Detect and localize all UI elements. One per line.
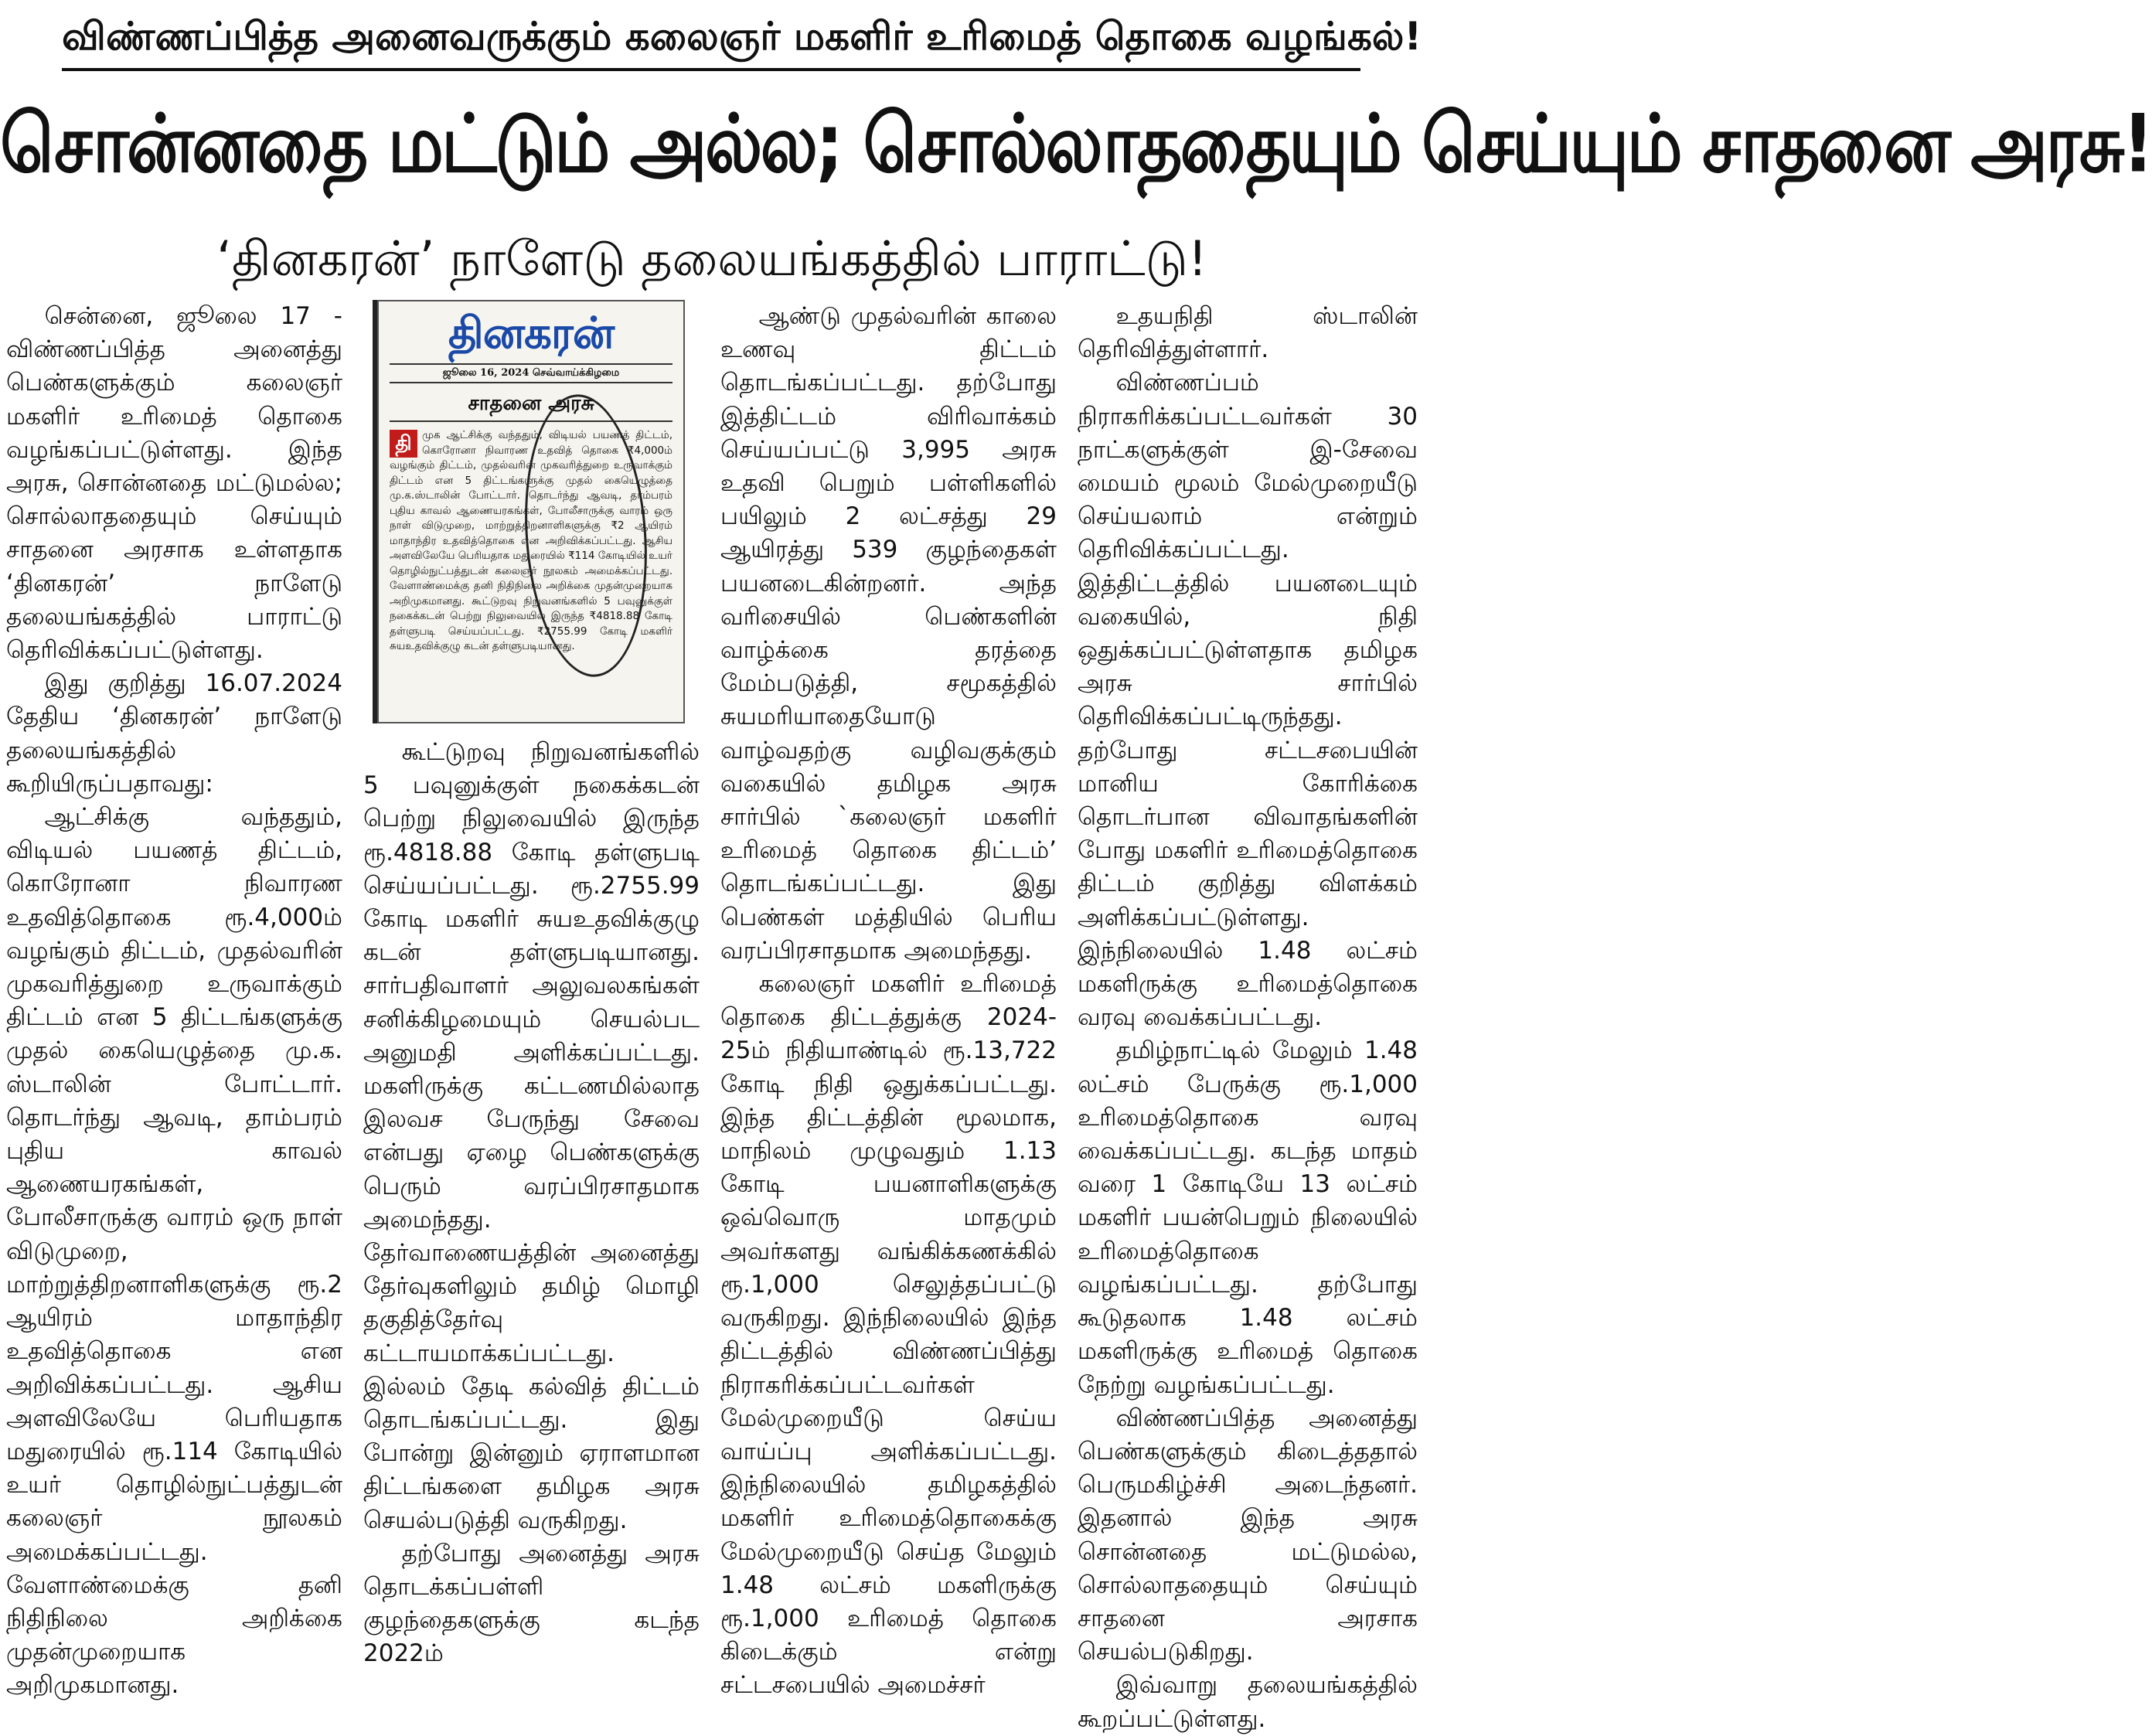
paragraph: உதயநிதி ஸ்டாலின் தெரிவித்துள்ளார். — [1078, 302, 1418, 364]
article-column-3 — [720, 300, 1057, 1700]
paragraph: கலைஞர் மகளிர் உரிமைத் தொகை திட்டத்துக்கு 2024-25ம் நிதியாண்டில் ரூ.13,722 கோடி நிதி ஒதுக்கப்பட்டது. இந்த திட்டத்தின் மூலமாக, மாநிலம் முழுவதும் 1.13 கோடி பயனாளிகளுக்கு ஒவ்வொரு மாதமும் அவர்களது வங்கிக்கணக்கில் ரூ.1,000 செலுத்தப்பட்டு வருகிறது. இந்நிலையில் இந்த திட்டத்தில் விண்ணப்பித்து நிராகரிக்கப்பட்டவர்கள் மேல்முறையீடு செய்ய வாய்ப்பு அளிக்கப்பட்டது. இந்நிலையில் தமிழகத்தில் மகளிர் உரிமைத்தொகைக்கு மேல்முறையீடு செய்த மேலும் 1.48 லட்சம் மகளிருக்கு ரூ.1,000 உரிமைத் தொகை கிடைக்கும் என்று சட்டசபையில் அமைச்சர் — [720, 970, 1057, 1700]
article-column-2 — [363, 736, 700, 1668]
paragraph: தற்போது அனைத்து அரசு தொடக்கப்பள்ளி குழந்தைகளுக்கு கடந்த 2022ம் — [363, 1539, 700, 1668]
kicker-headline: விண்ணப்பித்த அனைவருக்கும் கலைஞர் மகளிர் உரிமைத் தொகை வழங்கல்! — [62, 5, 1360, 71]
clipping-body-text: முக ஆட்சிக்கு வந்ததும், விடியல் பயணத் திட்டம், கொரோனா நிவாரண உதவித் தொகை ₹4,000ம் வழங்கும் திட்டம், முதல்வரின் முகவரித்துறை உருவாக்கும் திட்டம் என 5 திட்டங்களுக்கு முதல் கையெழுத்தை மு.க.ஸ்டாலின் போட்டார். தொடர்ந்து ஆவடி, தாம்பரம் புதிய காவல் ஆணையரகங்கள், போலீசாருக்கு வாரம் ஒரு நாள் விடுமுறை, மாற்றுத்திறனாளிகளுக்கு ₹2 ஆயிரம் மாதாந்திர உதவித்தொகை என அறிவிக்கப்பட்டது. ஆசிய அளவிலேயே பெரியதாக மதுரையில் ₹114 கோடியில் உயர் தொழில்நுட்பத்துடன் கலைஞர் நூலகம் அமைக்கப்பட்டது. வேளாண்மைக்கு தனி நிதிநிலை அறிக்கை முதன்முறையாக அறிமுகமானது. கூட்டுறவு நிறுவனங்களில் 5 பவுனுக்குள் நகைக்கடன் பெற்று நிலுவையில் இருந்த ₹4818.88 கோடி தள்ளுபடி செய்யப்பட்டது. ₹2755.99 கோடி மகளிர் சுயஉதவிக்குழு கடன் தள்ளுபடியானது. — [390, 429, 672, 652]
paragraph: ஆண்டு முதல்வரின் காலை உணவு திட்டம் தொடங்கப்பட்டது. தற்போது இத்திட்டம் விரிவாக்கம் செய்யப்பட்டு 3,995 அரசு உதவி பெறும் பள்ளிகளில் பயிலும் 2 லட்சத்து 29 ஆயிரத்து 539 குழந்தைகள் பயனடைகின்றனர். அந்த வரிசையில் பெண்களின் வாழ்க்கை தரத்தை மேம்படுத்தி, சமூகத்தில் சுயமரியாதையோடு வாழ்வதற்கு வழிவகுக்கும் வகையில் தமிழக அரசு சார்பில் `கலைஞர் மகளிர் உரிமைத் தொகை திட்டம்’ தொடங்கப்பட்டது. இது பெண்கள் மத்தியில் பெரிய வரப்பிரசாதமாக அமைந்தது. — [720, 302, 1057, 965]
paragraph: இவ்வாறு தலையங்கத்தில் கூறப்பட்டுள்ளது. — [1078, 1671, 1418, 1733]
main-headline: சொன்னதை மட்டும் அல்ல; சொல்லாததையும் செய்யும் சாதனை அரசு! — [0, 97, 2152, 191]
article-column-1 — [6, 300, 342, 1700]
clipping-dropcap: தி — [390, 430, 417, 458]
clipping-date: ஜூலை 16, 2024 செவ்வாய்க்கிழமை — [390, 363, 672, 383]
clipping-masthead: தினகரன் — [448, 308, 615, 359]
paragraph: தமிழ்நாட்டில் மேலும் 1.48 லட்சம் பேருக்கு ரூ.1,000 உரிமைத்தொகை வரவு வைக்கப்பட்டது. கடந்த மாதம் வரை 1 கோடியே 13 லட்சம் மகளிர் பயன்பெறும் நிலையில் உரிமைத்தொகை வழங்கப்பட்டது. தற்போது கூடுதலாக 1.48 லட்சம் மகளிருக்கு உரிமைத் தொகை நேற்று வழங்கப்பட்டது. — [1078, 1036, 1418, 1399]
paragraph: ஆட்சிக்கு வந்ததும், விடியல் பயணத் திட்டம், கொரோனா நிவாரண உதவித்தொகை ரூ.4,000ம் வழங்கும் திட்டம், முதல்வரின் முகவரித்துறை உருவாக்கும் திட்டம் என 5 திட்டங்களுக்கு முதல் கையெழுத்தை மு.க. ஸ்டாலின் போட்டார். தொடர்ந்து ஆவடி, தாம்பரம் புதிய காவல் ஆணையரகங்கள், போலீசாருக்கு வாரம் ஒரு நாள் விடுமுறை, மாற்றுத்திறனாளிகளுக்கு ரூ.2 ஆயிரம் மாதாந்திர உதவித்தொகை என அறிவிக்கப்பட்டது. ஆசிய அளவிலேயே பெரியதாக மதுரையில் ரூ.114 கோடியில் உயர் தொழில்நுட்பத்துடன் கலைஞர் நூலகம் அமைக்கப்பட்டது. வேளாண்மைக்கு தனி நிதிநிலை அறிக்கை முதன்முறையாக அறிமுகமானது. — [6, 803, 342, 1700]
article-column-4 — [1078, 300, 1418, 1733]
paragraph: கூட்டுறவு நிறுவனங்களில் 5 பவுனுக்குள் நகைக்கடன் பெற்று நிலுவையில் இருந்த ரூ.4818.88 கோடி தள்ளுபடி செய்யப்பட்டது. ரூ.2755.99 கோடி மகளிர் சுயஉதவிக்குழு கடன் தள்ளுபடியானது. சார்பதிவாளர் அலுவலகங்கள் சனிக்கிழமையும் செயல்பட அனுமதி அளிக்கப்பட்டது. மகளிருக்கு கட்டணமில்லாத இலவச பேருந்து சேவை என்பது ஏழை பெண்களுக்கு பெரும் வரப்பிரசாதமாக அமைந்தது. தேர்வாணையத்தின் அனைத்து தேர்வுகளிலும் தமிழ் மொழி தகுதித்தேர்வு கட்டாயமாக்கப்பட்டது. இல்லம் தேடி கல்வித் திட்டம் தொடங்கப்பட்டது. இது போன்று இன்னும் ஏராளமான திட்டங்களை தமிழக அரசு செயல்படுத்தி வருகிறது. — [363, 738, 700, 1534]
paragraph: விண்ணப்பித்த அனைத்து பெண்களுக்கும் கிடைத்ததால் பெருமகிழ்ச்சி அடைந்தனர். இதனால் இந்த அரசு சொன்னதை மட்டுமல்ல, சொல்லாததையும் செய்யும் சாதனை அரசாக செயல்படுகிறது. — [1078, 1404, 1418, 1666]
paragraph: இது குறித்து 16.07.2024 தேதிய ‘தினகரன்’ நாளேடு தலையங்கத்தில் கூறியிருப்பதாவது: — [6, 669, 342, 798]
paragraph: விண்ணப்பம் நிராகரிக்கப்பட்டவர்கள் 30 நாட்களுக்குள் இ-சேவை மையம் மூலம் மேல்முறையீடு செய்யலாம் என்றும் தெரிவிக்கப்பட்டது. இத்திட்டத்தில் பயனடையும் வகையில், நிதி ஒதுக்கப்பட்டுள்ளதாக தமிழக அரசு சார்பில் தெரிவிக்கப்பட்டிருந்தது. தற்போது சட்டசபையின் மானிய கோரிக்கை தொடர்பான விவாதங்களின் போது மகளிர் உரிமைத்தொகை திட்டம் குறித்து விளக்கம் அளிக்கப்பட்டுள்ளது. இந்நிலையில் 1.48 லட்சம் மகளிருக்கு உரிமைத்தொகை வரவு வைக்கப்பட்டது. — [1078, 369, 1418, 1032]
newspaper-clipping-image — [377, 300, 685, 723]
paragraph: சென்னை, ஜூலை 17 - விண்ணப்பித்த அனைத்து பெண்களுக்கும் கலைஞர் மகளிர் உரிமைத் தொகை வழங்கப்பட்டுள்ளது. இந்த அரசு, சொன்னதை மட்டுமல்ல; சொல்லாததையும் செய்யும் சாதனை அரசாக உள்ளதாக ‘தினகரன்’ நாளேடு தலையங்கத்தில் பாராட்டு தெரிவிக்கப்பட்டுள்ளது. — [6, 302, 342, 665]
subheadline: ‘தினகரன்’ நாளேடு தலையங்கத்தில் பாராட்டு! — [216, 230, 1207, 287]
clipping-title: சாதனை அரசு — [390, 386, 672, 422]
